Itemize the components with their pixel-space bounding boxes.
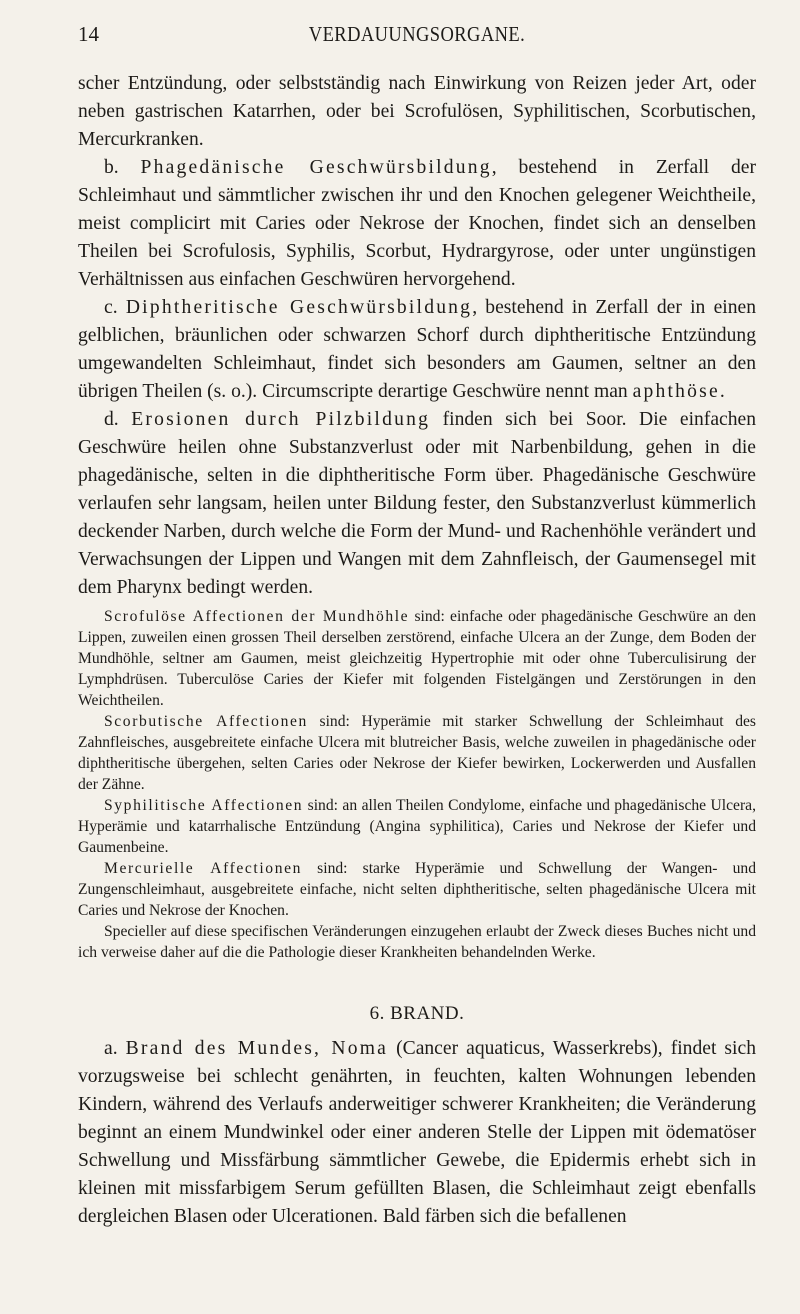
item-label: c. [104,297,126,318]
term-scorbutische-affectionen: Scorbutische Affectionen [104,713,308,730]
paragraph-text: finden sich bei Soor. Die einfachen Geschwüre heilen ohne Substanzverlust oder mit Narbenbildung, gehen in die phagedänische, selten in die diphtheritische Form über. Phagedänische Geschwüre verlaufen sehr langsam, heilen unter Bildung fester, den Substanzverlust kümmerlich deckender Narben, durch welche die Form der Mund- und Rachenhöhle verändert und Verwachsungen der Lippen und Wangen mit dem Zahnfleisch, der Gaumensegel mit dem Pharynx bedingt werden. [78,409,757,598]
small-print-block [78,606,756,963]
note-text: sind: Hyperämie mit starker Schwellung der Schleimhaut des Zahnfleisches, ausgebreitete einfache Ulcera mit blutreicher Basis, welche zuweilen in phagedänische oder diphtheritische übergehen, selten Caries oder Nekrose der Kiefer bewirken, Lockerwerden und Ausfallen der Zähne. [78,713,756,793]
body-text [78,70,756,1231]
paragraph-text-end: . [719,381,725,402]
term-mercurielle-affectionen: Mercurielle Affectionen [104,860,303,877]
note-specieller [78,921,756,963]
term-brand-des-mundes: Brand des Mundes, Noma [125,1038,389,1059]
paragraph-b [78,154,756,294]
term-aphthoese: aphthöse [632,381,720,402]
term-phagedaenische-geschwuersbildung: Phagedänische Geschwürsbildung [140,157,492,178]
paragraph-d [78,406,756,602]
note-scrofuloese [78,606,756,711]
item-label: b. [104,157,141,178]
paragraph-text: (Cancer aquaticus, Wasserkrebs), findet sich vorzugsweise bei schlecht genährten, in feuchten, kalten Wohnungen lebenden Kindern, während des Verlaufs anderweitiger schwerer Krankheiten; die Veränderung beginnt an einem Mundwinkel oder einer anderen Stelle der Lippen mit ödematöser Schwellung und Missfärbung sämmtlicher Gewebe, die Epidermis erhebt sich in kleinen mit missfarbigem Serum gefüllten Blasen, die Schleimhaut zeigt ebenfalls dergleichen Blasen oder Ulcerationen. Bald färben sich die befallenen [78,1038,756,1227]
page-header [78,22,756,56]
paragraph-text: , bestehend in Zerfall der in einen gelblichen, bräunlichen oder schwarzen Schorf durch diphtheritische Entzündung umgewandelten Schleimhaut, findet sich besonders am Gaumen, seltner an den übrigen Theilen (s. o.). Circumscripte derartige Geschwüre nennt man [78,297,756,402]
note-text: Specieller auf diese specifischen Veränderungen einzugehen erlaubt der Zweck dieses Buches nicht und ich verweise daher auf die die Pathologie dieser Krankheiten behandelnden Werke. [78,923,756,961]
note-text: sind: starke Hyperämie und Schwellung der Wangen- und Zungenschleimhaut, ausgebreitete einfache, nicht selten diphtheritische, selten phagedänische Ulcera mit Caries und Nekrose der Knochen. [78,860,756,919]
term-scrofuloese-affectionen: Scrofulöse Affectionen der Mundhöhle [104,608,410,625]
item-label: d. [104,409,132,430]
item-label: a. [104,1038,126,1059]
note-syphilitische [78,795,756,858]
paragraph-brand-a [78,1035,756,1231]
paragraph-text: , bestehend in Zerfall der Schleimhaut und sämmtlicher zwischen ihr und den Knochen gelegener Weichtheile, meist complicirt mit Caries oder Nekrose der Knochen, findet sich an denselben Theilen bei Scrofulosis, Syphilis, Scorbut, Hydrargyrose, oder unter ungünstigen Verhältnissen aus einfachen Geschwüren hervorgehend. [78,157,756,290]
note-mercurielle [78,858,756,921]
page-number: 14 [78,22,99,46]
paragraph-text: scher Entzündung, oder selbstständig nach Einwirkung von Reizen jeder Art, oder neben gastrischen Katarrhen, oder bei Scrofulösen, Syphilitischen, Scorbutischen, Mercurkranken. [78,73,756,150]
paragraph-c [78,294,756,406]
running-head: VERDAUUNGSORGANE. [308,22,526,46]
note-text: sind: an allen Theilen Condylome, einfache und phagedänische Ulcera, Hyperämie und katarrhalische Entzündung (Angina syphilitica), Caries und Nekrose der Kiefer und Gaumenbeine. [78,797,756,856]
note-scorbutische [78,711,756,795]
term-diphtheritische-geschwuersbildung: Diphtheritische Geschwürsbildung [125,297,473,318]
note-text: sind: einfache oder phagedänische Geschwüre an den Lippen, zuweilen einen grossen Theil derselben zerstörend, einfache Ulcera an der Zunge, dem Boden der Mundhöhle, seltner am Gaumen, meist gleichzeitig Hypertrophie mit oder ohne Tuberculisirung der Lymphdrüsen. Tuberculöse Caries der Kiefer mit folgenden Fistelgängen und Zerstörungen in den Weichtheilen. [78,608,756,709]
paragraph-continuation [78,70,756,154]
term-erosionen-durch-pilzbildung: Erosionen durch Pilzbildung [131,409,431,430]
section-heading: 6. BRAND. [369,1003,465,1024]
term-syphilitische-affectionen: Syphilitische Affectionen [104,797,304,814]
